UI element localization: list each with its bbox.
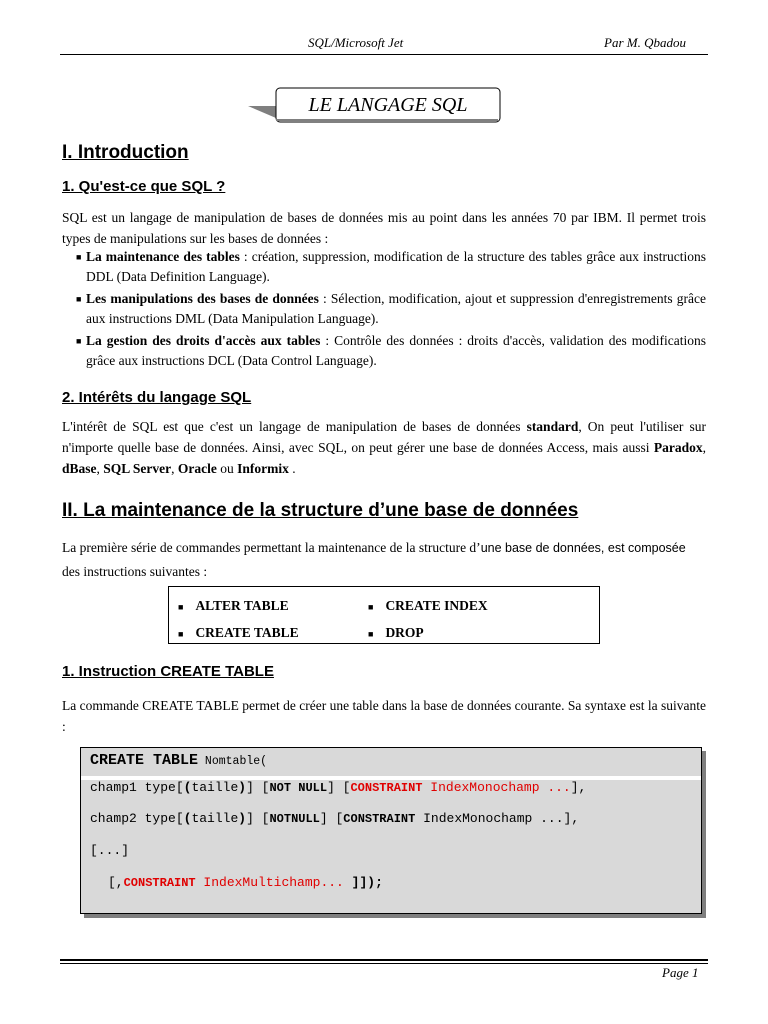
bold-run: standard xyxy=(526,419,579,434)
text-run: une base de données, est composée xyxy=(480,541,686,555)
header-right: Par M. Qbadou xyxy=(604,35,686,50)
code-text: IndexMonochamp ... xyxy=(422,780,571,795)
bullet-marker: ■ xyxy=(368,629,374,639)
section-2-intro xyxy=(62,537,712,559)
command-label: ALTER TABLE xyxy=(195,598,289,613)
bullet-text: : Sélection, modification, ajout et suppression d'enregistrements grâce aux instructions DML (Data Manipulation Language). xyxy=(86,291,706,326)
bullet-bold: La maintenance des tables xyxy=(86,249,240,264)
command-item xyxy=(368,625,424,641)
text-run: La première série de commandes permettant la maintenance de la structure d’ xyxy=(62,540,481,555)
text-run: , xyxy=(702,440,706,455)
bullet-marker: ■ xyxy=(76,294,82,304)
text-run: ou xyxy=(216,461,238,476)
bullet-marker: ■ xyxy=(76,252,82,262)
bullet-bold: Les manipulations des bases de données xyxy=(86,291,319,306)
code-line-4: [...] xyxy=(90,843,130,858)
section-1-heading: I. Introduction xyxy=(62,142,189,163)
code-keyword: CONSTRAINT xyxy=(123,876,196,890)
code-text: ], xyxy=(570,780,587,795)
code-text: champ2 type[ xyxy=(90,811,184,826)
intro-paragraph: SQL est un langage de manipulation de bases de données mis au point dans les années 70 par IBM. Il permet trois types de manipulations sur les bases de données : xyxy=(62,210,706,246)
bold-run: Paradox xyxy=(653,440,703,455)
bullet-marker: ■ xyxy=(178,602,184,612)
command-label: CREATE INDEX xyxy=(385,598,488,613)
text-run: . xyxy=(288,461,296,476)
bullet-item xyxy=(76,331,706,371)
code-line-3 xyxy=(90,811,579,826)
command-item xyxy=(178,625,299,641)
create-table-paragraph: La commande CREATE TABLE permet de créer une table dans la base de données courante. Sa syntaxe est la suivante : xyxy=(62,698,706,734)
bullet-item xyxy=(76,289,706,329)
code-text: IndexMultichamp... xyxy=(195,875,344,890)
page-title: LE LANGAGE SQL xyxy=(308,94,468,116)
bold-run: dBase xyxy=(62,461,97,476)
text-run: L'intérêt de SQL est que c'est un langage de manipulation de bases de données xyxy=(62,419,527,434)
code-text: ) xyxy=(238,780,247,795)
bullet-marker: ■ xyxy=(368,602,374,612)
interest-paragraph xyxy=(62,416,706,479)
code-text: ] [ xyxy=(319,811,344,826)
code-keyword: CONSTRAINT xyxy=(350,781,423,795)
command-label: DROP xyxy=(385,625,424,640)
code-line-1 xyxy=(90,752,267,769)
command-label: CREATE TABLE xyxy=(195,625,299,640)
bullet-marker: ■ xyxy=(76,336,82,346)
subsection-2-1-heading: 1. Instruction CREATE TABLE xyxy=(62,663,274,680)
code-text: IndexMonochamp ...], xyxy=(415,811,580,826)
bullet-marker: ■ xyxy=(178,629,184,639)
section-2-heading: II. La maintenance de la structure d’une base de données xyxy=(62,500,579,521)
subsection-1-1-heading: 1. Qu'est-ce que SQL ? xyxy=(62,178,226,195)
code-text: taille xyxy=(191,780,239,795)
page-number: Page 1 xyxy=(662,965,699,980)
section-2-intro-cont: des instructions suivantes : xyxy=(62,564,208,579)
code-line-5 xyxy=(108,875,383,890)
bullet-item xyxy=(76,247,706,287)
footer-rule-thick xyxy=(60,959,708,961)
header-left: SQL/Microsoft Jet xyxy=(308,35,404,50)
code-text: ( xyxy=(183,780,192,795)
code-text: ( xyxy=(183,811,192,826)
bold-run: SQL Server xyxy=(103,461,172,476)
bold-run: Oracle xyxy=(177,461,217,476)
code-line-2 xyxy=(90,780,586,795)
subsection-1-2-heading: 2. Intérêts du langage SQL xyxy=(62,389,252,406)
code-text: [, xyxy=(108,875,124,890)
code-text: taille xyxy=(191,811,239,826)
code-text: ] [ xyxy=(246,780,270,795)
code-keyword: CREATE TABLE xyxy=(90,752,199,769)
text-run: , On peut l'utiliser sur n'importe quelle base de données. Ainsi, avec SQL, on peut gérer une base de données Access, mais aussi xyxy=(62,419,707,455)
header-rule xyxy=(60,54,708,55)
code-text: Nomtable( xyxy=(198,755,268,768)
command-item xyxy=(368,598,488,614)
bullet-text: : création, suppression, modification de la structure des tables grâce aux instructions DDL (Data Definition Language). xyxy=(86,249,706,284)
code-text: ]]); xyxy=(343,875,383,890)
bullet-text: : Contrôle des données : droits d'accès, validation des modifications grâce aux instructions DCL (Data Control Language). xyxy=(86,333,706,368)
footer-rule-thin xyxy=(60,963,708,964)
bullet-bold: La gestion des droits d'accès aux tables xyxy=(86,333,321,348)
code-keyword: NOT NULL xyxy=(269,781,328,795)
command-item xyxy=(178,598,289,614)
code-text: champ1 type[ xyxy=(90,780,184,795)
code-keyword: CONSTRAINT xyxy=(343,812,416,826)
code-text: ] [ xyxy=(327,780,351,795)
code-text: ] [ xyxy=(246,811,270,826)
code-text: ) xyxy=(238,811,247,826)
text-run: , xyxy=(171,461,178,476)
code-keyword: NOTNULL xyxy=(269,812,320,826)
bold-run: Informix xyxy=(237,461,289,476)
text-run: , xyxy=(96,461,104,476)
